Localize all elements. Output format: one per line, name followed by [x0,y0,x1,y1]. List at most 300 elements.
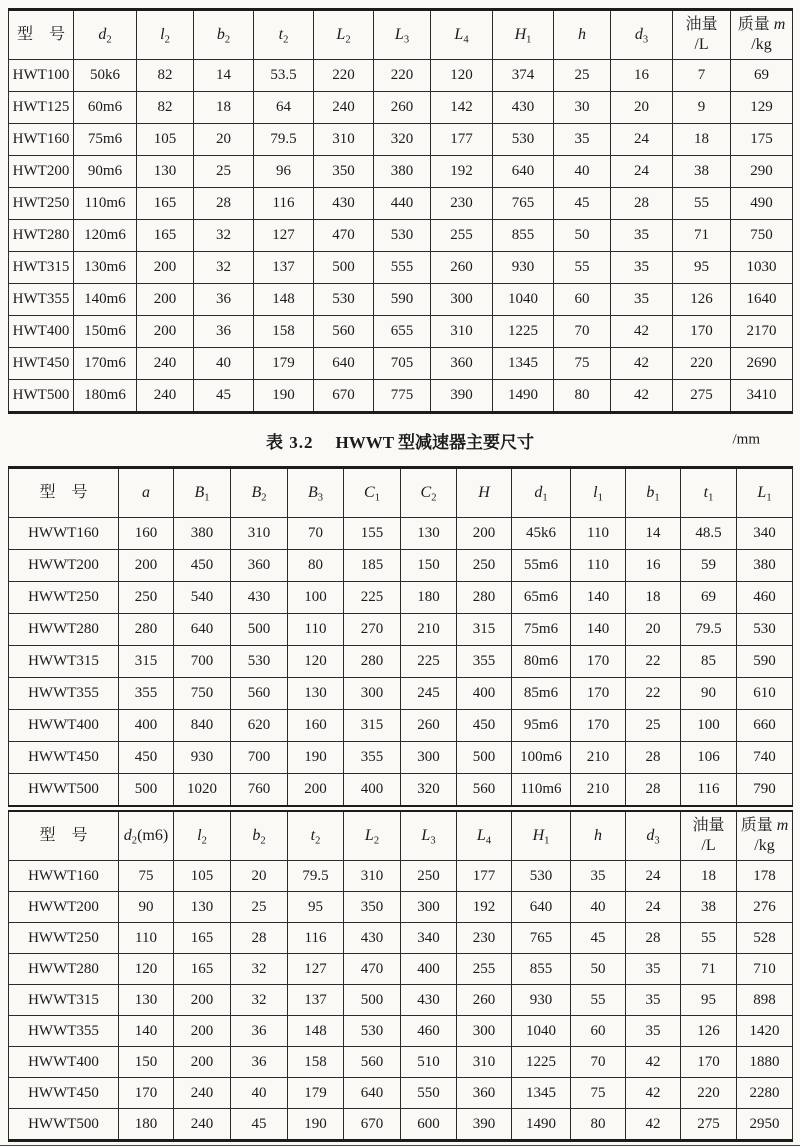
value-cell: 35 [571,861,626,892]
value-cell: 45 [554,188,611,220]
value-cell: 160 [119,518,174,550]
value-cell: 165 [137,220,194,252]
column-header: 型 号 [9,468,119,518]
value-cell: 374 [493,60,554,92]
value-cell: 95m6 [512,710,571,742]
model-cell: HWT355 [9,284,74,316]
value-cell: 315 [344,710,401,742]
value-cell: 200 [288,774,344,807]
value-cell: 42 [626,1078,681,1109]
table-row [9,316,793,348]
hwwt-main-dimensions-table [8,466,793,807]
value-cell: 120 [288,646,344,678]
value-cell: 350 [314,156,374,188]
value-cell: 765 [512,923,571,954]
value-cell: 36 [194,316,254,348]
value-cell: 430 [493,92,554,124]
value-cell: 158 [254,316,314,348]
value-cell: 130 [174,892,231,923]
value-cell: 740 [737,742,793,774]
value-cell: 110 [571,518,626,550]
value-cell: 400 [457,678,512,710]
value-cell: 137 [254,252,314,284]
value-cell: 180m6 [74,380,137,413]
value-cell: 255 [431,220,493,252]
column-header: 质量 m /kg [731,10,793,60]
value-cell: 20 [611,92,673,124]
model-cell: HWT500 [9,380,74,413]
value-cell: 840 [174,710,231,742]
value-cell: 670 [314,380,374,413]
value-cell: 20 [231,861,288,892]
value-cell: 32 [194,252,254,284]
value-cell: 24 [626,892,681,923]
value-cell: 179 [254,348,314,380]
value-cell: 640 [174,614,231,646]
model-cell: HWT450 [9,348,74,380]
value-cell: 440 [374,188,431,220]
value-cell: 140 [571,582,626,614]
value-cell: 1225 [493,316,554,348]
value-cell: 25 [194,156,254,188]
column-header: $H_1$ [512,811,571,861]
value-cell: 170 [119,1078,174,1109]
value-cell: 75m6 [512,614,571,646]
model-cell: HWWT250 [9,923,119,954]
value-cell: 55 [554,252,611,284]
value-cell: 110 [571,550,626,582]
value-cell: 22 [626,678,681,710]
value-cell: 180 [401,582,457,614]
column-header: h [554,10,611,60]
value-cell: 260 [457,985,512,1016]
value-cell: 600 [401,1109,457,1141]
value-cell: 400 [401,954,457,985]
value-cell: 1030 [731,252,793,284]
value-cell: 200 [174,1016,231,1047]
value-cell: 300 [401,742,457,774]
value-cell: 140 [119,1016,174,1047]
value-cell: 150 [401,550,457,582]
value-cell: 180 [119,1109,174,1141]
value-cell: 220 [673,348,731,380]
value-cell: 300 [344,678,401,710]
column-header: 油量 /L [681,811,737,861]
value-cell: 75 [119,861,174,892]
value-cell: 95 [673,252,731,284]
value-cell: 225 [344,582,401,614]
value-cell: 500 [457,742,512,774]
value-cell: 930 [512,985,571,1016]
value-cell: 170 [681,1047,737,1078]
value-cell: 32 [194,220,254,252]
value-cell: 2690 [731,348,793,380]
value-cell: 540 [174,582,231,614]
value-cell: 20 [626,614,681,646]
value-cell: 55 [673,188,731,220]
column-header: $b_2$ [231,811,288,861]
value-cell: 590 [374,284,431,316]
value-cell: 530 [493,124,554,156]
table-row [9,614,793,646]
table-row [9,678,793,710]
value-cell: 230 [457,923,512,954]
value-cell: 177 [457,861,512,892]
value-cell: 1040 [493,284,554,316]
value-cell: 760 [231,774,288,807]
model-cell: HWT200 [9,156,74,188]
value-cell: 240 [174,1078,231,1109]
value-cell: 14 [626,518,681,550]
value-cell: 530 [231,646,288,678]
value-cell: 220 [374,60,431,92]
value-cell: 148 [288,1016,344,1047]
value-cell: 280 [457,582,512,614]
value-cell: 79.5 [288,861,344,892]
value-cell: 530 [512,861,571,892]
value-cell: 200 [137,316,194,348]
column-header: $b_1$ [626,468,681,518]
value-cell: 340 [737,518,793,550]
value-cell: 18 [626,582,681,614]
value-cell: 82 [137,92,194,124]
value-cell: 590 [737,646,793,678]
column-header: 油量 /L [673,10,731,60]
value-cell: 59 [681,550,737,582]
column-header: $t_1$ [681,468,737,518]
value-cell: 24 [611,156,673,188]
value-cell: 178 [737,861,793,892]
value-cell: 100 [681,710,737,742]
table-row [9,60,793,92]
model-cell: HWWT355 [9,1016,119,1047]
table-row [9,284,793,316]
value-cell: 200 [174,1047,231,1078]
value-cell: 528 [737,923,793,954]
column-header: $l_2$ [137,10,194,60]
value-cell: 95 [681,985,737,1016]
value-cell: 16 [611,60,673,92]
value-cell: 220 [681,1078,737,1109]
value-cell: 270 [344,614,401,646]
value-cell: 315 [457,614,512,646]
model-cell: HWWT400 [9,1047,119,1078]
value-cell: 430 [231,582,288,614]
value-cell: 310 [231,518,288,550]
value-cell: 96 [254,156,314,188]
value-cell: 90m6 [74,156,137,188]
value-cell: 36 [194,284,254,316]
value-cell: 200 [137,252,194,284]
value-cell: 670 [344,1109,401,1141]
value-cell: 210 [571,742,626,774]
value-cell: 165 [174,923,231,954]
model-cell: HWT280 [9,220,74,252]
value-cell: 500 [231,614,288,646]
value-cell: 320 [401,774,457,807]
value-cell: 40 [231,1078,288,1109]
value-cell: 140m6 [74,284,137,316]
value-cell: 35 [611,252,673,284]
model-cell: HWT250 [9,188,74,220]
value-cell: 310 [457,1047,512,1078]
value-cell: 105 [137,124,194,156]
value-cell: 1345 [493,348,554,380]
value-cell: 116 [681,774,737,807]
value-cell: 1490 [493,380,554,413]
value-cell: 35 [626,985,681,1016]
value-cell: 42 [611,380,673,413]
table-row [9,252,793,284]
header-row [9,468,793,518]
value-cell: 500 [344,985,401,1016]
value-cell: 45 [231,1109,288,1141]
value-cell: 200 [137,284,194,316]
value-cell: 930 [174,742,231,774]
header-row [9,811,793,861]
value-cell: 450 [119,742,174,774]
value-cell: 430 [344,923,401,954]
value-cell: 380 [374,156,431,188]
model-cell: HWWT400 [9,710,119,742]
value-cell: 28 [626,923,681,954]
value-cell: 360 [457,1078,512,1109]
model-cell: HWWT315 [9,985,119,1016]
column-header: h [571,811,626,861]
value-cell: 240 [314,92,374,124]
value-cell: 765 [493,188,554,220]
value-cell: 70 [288,518,344,550]
value-cell: 50k6 [74,60,137,92]
table-row [9,892,793,923]
value-cell: 560 [344,1047,401,1078]
value-cell: 355 [119,678,174,710]
value-cell: 255 [457,954,512,985]
value-cell: 640 [344,1078,401,1109]
value-cell: 190 [254,380,314,413]
value-cell: 165 [137,188,194,220]
value-cell: 500 [119,774,174,807]
value-cell: 260 [401,710,457,742]
table-row [9,124,793,156]
value-cell: 898 [737,985,793,1016]
value-cell: 170 [673,316,731,348]
table-row [9,985,793,1016]
value-cell: 45 [571,923,626,954]
value-cell: 1345 [512,1078,571,1109]
model-cell: HWWT355 [9,678,119,710]
value-cell: 40 [194,348,254,380]
model-cell: HWWT280 [9,614,119,646]
value-cell: 530 [374,220,431,252]
value-cell: 450 [457,710,512,742]
table-row [9,774,793,807]
table-row [9,923,793,954]
value-cell: 80 [288,550,344,582]
value-cell: 315 [119,646,174,678]
value-cell: 470 [344,954,401,985]
value-cell: 130 [401,518,457,550]
value-cell: 280 [344,646,401,678]
value-cell: 80 [554,380,611,413]
value-cell: 355 [457,646,512,678]
table-row [9,742,793,774]
value-cell: 340 [401,923,457,954]
value-cell: 70 [554,316,611,348]
model-cell: HWWT160 [9,518,119,550]
value-cell: 82 [137,60,194,92]
column-header: $C_2$ [401,468,457,518]
column-header: $L_3$ [401,811,457,861]
model-cell: HWT125 [9,92,74,124]
column-header: H [457,468,512,518]
hwt-dimensions-table [8,8,793,414]
column-header: $d_2$ [74,10,137,60]
value-cell: 290 [731,156,793,188]
value-cell: 116 [254,188,314,220]
value-cell: 470 [314,220,374,252]
value-cell: 250 [457,550,512,582]
value-cell: 127 [288,954,344,985]
value-cell: 320 [374,124,431,156]
value-cell: 158 [288,1047,344,1078]
value-cell: 130 [137,156,194,188]
value-cell: 50 [571,954,626,985]
value-cell: 179 [288,1078,344,1109]
column-header: 型 号 [9,811,119,861]
model-cell: HWWT450 [9,1078,119,1109]
column-header: $d_3$ [611,10,673,60]
value-cell: 360 [231,550,288,582]
value-cell: 245 [401,678,457,710]
value-cell: 400 [344,774,401,807]
table-row [9,92,793,124]
value-cell: 35 [611,220,673,252]
value-cell: 30 [554,92,611,124]
value-cell: 32 [231,985,288,1016]
value-cell: 42 [626,1109,681,1141]
value-cell: 230 [431,188,493,220]
value-cell: 220 [314,60,374,92]
column-header: $l_1$ [571,468,626,518]
value-cell: 150m6 [74,316,137,348]
value-cell: 7 [673,60,731,92]
column-header: $t_2$ [254,10,314,60]
column-header: $L_4$ [457,811,512,861]
value-cell: 100 [288,582,344,614]
value-cell: 175 [731,124,793,156]
value-cell: 110m6 [512,774,571,807]
value-cell: 140 [571,614,626,646]
value-cell: 310 [314,124,374,156]
value-cell: 75m6 [74,124,137,156]
value-cell: 3410 [731,380,793,413]
value-cell: 9 [673,92,731,124]
value-cell: 250 [119,582,174,614]
value-cell: 530 [344,1016,401,1047]
value-cell: 165 [174,954,231,985]
value-cell: 530 [314,284,374,316]
value-cell: 380 [174,518,231,550]
value-cell: 200 [457,518,512,550]
caption-title: HWWT 型减速器主要尺寸 [335,432,534,452]
value-cell: 116 [288,923,344,954]
value-cell: 855 [512,954,571,985]
value-cell: 90 [119,892,174,923]
value-cell: 64 [254,92,314,124]
value-cell: 170 [571,646,626,678]
value-cell: 460 [401,1016,457,1047]
value-cell: 170 [571,678,626,710]
column-header: $d_3$ [626,811,681,861]
value-cell: 170m6 [74,348,137,380]
model-cell: HWWT200 [9,892,119,923]
value-cell: 35 [554,124,611,156]
value-cell: 1880 [737,1047,793,1078]
value-cell: 275 [673,380,731,413]
value-cell: 560 [314,316,374,348]
value-cell: 28 [194,188,254,220]
value-cell: 250 [401,861,457,892]
column-header: $C_1$ [344,468,401,518]
model-cell: HWT315 [9,252,74,284]
model-cell: HWT160 [9,124,74,156]
value-cell: 130 [119,985,174,1016]
table-row [9,220,793,252]
value-cell: 490 [731,188,793,220]
column-header: $H_1$ [493,10,554,60]
value-cell: 38 [673,156,731,188]
value-cell: 36 [231,1016,288,1047]
value-cell: 110m6 [74,188,137,220]
value-cell: 1020 [174,774,231,807]
value-cell: 130m6 [74,252,137,284]
value-cell: 75 [554,348,611,380]
value-cell: 90 [681,678,737,710]
value-cell: 155 [344,518,401,550]
value-cell: 360 [431,348,493,380]
value-cell: 148 [254,284,314,316]
model-cell: HWWT500 [9,1109,119,1141]
value-cell: 130 [288,678,344,710]
table-row [9,156,793,188]
value-cell: 60 [554,284,611,316]
value-cell: 48.5 [681,518,737,550]
value-cell: 355 [344,742,401,774]
value-cell: 35 [626,1016,681,1047]
value-cell: 775 [374,380,431,413]
column-header: $d_2(m6)$ [119,811,174,861]
value-cell: 192 [457,892,512,923]
table-row [9,582,793,614]
value-cell: 790 [737,774,793,807]
value-cell: 160 [288,710,344,742]
value-cell: 85m6 [512,678,571,710]
value-cell: 610 [737,678,793,710]
value-cell: 120 [431,60,493,92]
value-cell: 240 [137,380,194,413]
column-header: $b_2$ [194,10,254,60]
model-cell: HWT100 [9,60,74,92]
value-cell: 100m6 [512,742,571,774]
value-cell: 79.5 [681,614,737,646]
value-cell: 300 [457,1016,512,1047]
value-cell: 60 [571,1016,626,1047]
value-cell: 177 [431,124,493,156]
value-cell: 660 [737,710,793,742]
value-cell: 42 [626,1047,681,1078]
value-cell: 260 [431,252,493,284]
